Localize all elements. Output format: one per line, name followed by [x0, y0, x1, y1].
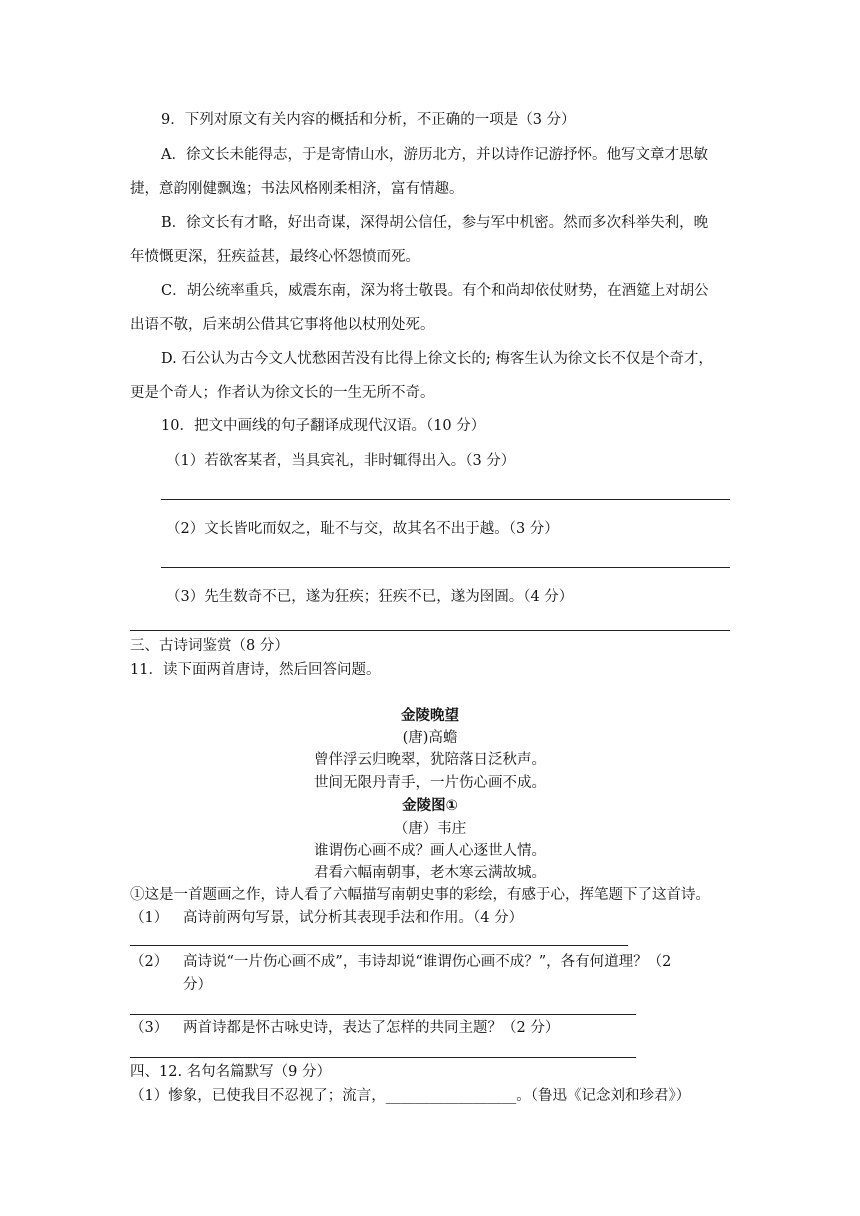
q10-sentence-1: （1）若欲客某者，当具宾礼，非时辄得出入。（3 分）	[166, 453, 516, 469]
poem2-line-2: 君看六幅南朝事，老木寒云满故城。	[314, 865, 546, 881]
q9-option-c-line2: 出语不敬，后来胡公借其它事将他以杖刑处死。	[130, 317, 435, 333]
answer-line-5	[130, 1014, 636, 1015]
poem1-line-2: 世间无限丹青手，一片伤心画不成。	[314, 775, 546, 791]
sub-question-3-number: （3）	[130, 1020, 169, 1036]
recitation-blank-1[interactable]: __________________	[385, 1088, 517, 1104]
q9-option-a-line2: 捷，意韵刚健飘逸；书法风格刚柔相济，富有情趣。	[130, 181, 464, 197]
q9-option-b-line2: 年愤慨更深，狂疾益甚，最终心怀怨愤而死。	[130, 249, 420, 265]
q10-sentence-3: （3）先生数奇不已，遂为狂疾；狂疾不已，遂为囹圄。（4 分）	[166, 589, 574, 605]
poem2-title: 金陵图①	[402, 798, 458, 814]
sub-question-2-number: （2）	[130, 954, 169, 970]
answer-line-4	[130, 945, 628, 946]
q9-option-d-line2: 更是个奇人；作者认为徐文长的一生无所不奇。	[130, 385, 435, 401]
poem1-author: (唐)高蟾	[402, 730, 458, 746]
sub-question-2-text-line1: 高诗说“一片伤心画不成”，韦诗却说“谁谓伤心画不成？”，各有何道理？（2	[183, 954, 672, 970]
q9-option-c-line1: C．胡公统率重兵，威震东南，深为将士敬畏。有个和尚却依仗财势，在酒筵上对胡公	[161, 283, 709, 299]
answer-line-1	[161, 499, 730, 500]
poem1-title: 金陵晚望	[401, 708, 459, 724]
q10-stem: 10．把文中画线的句子翻译成现代汉语。（10 分）	[161, 418, 486, 434]
q9-option-a-line1: A．徐文长未能得志，于是寄情山水，游历北方，并以诗作记游抒怀。他写文章才思敏	[161, 147, 708, 163]
recitation-item-1-source: 。（鲁迅《记念刘和珍君》）	[516, 1088, 691, 1104]
sub-question-1-number: （1）	[130, 910, 169, 926]
sub-question-2-text-line2: 分）	[183, 977, 212, 993]
q9-stem: 9．下列对原文有关内容的概括和分析，不正确的一项是（3 分）	[161, 112, 576, 128]
q11-stem: 11．读下面两首唐诗，然后回答问题。	[130, 662, 381, 678]
q9-option-d-line1: D. 石公认为古今文人忧愁困苦没有比得上徐文长的; 梅客生认为徐文长不仅是个奇才，	[161, 351, 713, 367]
poem2-line-1: 谁谓伤心画不成？画人心逐世人情。	[314, 843, 546, 859]
answer-line-2	[161, 567, 730, 568]
recitation-item-1-prompt: （1）惨象，已使我目不忍视了；流言，	[130, 1088, 386, 1104]
poem1-line-1: 曾伴浮云归晚翠，犹陪落日泛秋声。	[314, 752, 546, 768]
poem2-author: （唐）韦庄	[393, 821, 467, 837]
sub-question-3-text: 两首诗都是怀古咏史诗，表达了怎样的共同主题？（2 分）	[183, 1020, 560, 1036]
poem-footnote: ①这是一首题画之作，诗人看了六幅描写南朝史事的彩绘，有感于心，挥笔题下了这首诗。	[130, 887, 710, 903]
answer-line-6	[130, 1057, 636, 1058]
q10-sentence-2: （2）文长皆叱而奴之，耻不与交，故其名不出于越。（3 分）	[166, 521, 559, 537]
section3-heading: 三、古诗词鉴赏（8 分）	[130, 638, 289, 654]
sub-question-1-text: 高诗前两句写景，试分析其表现手法和作用。（4 分）	[183, 910, 524, 926]
answer-line-3	[130, 630, 730, 631]
q9-option-b-line1: B．徐文长有才略，好出奇谋，深得胡公信任，参与军中机密。然而多次科举失利，晚	[161, 215, 709, 231]
recitation-item-1	[130, 1086, 690, 1106]
section4-heading: 四、12. 名句名篇默写（9 分）	[130, 1064, 332, 1080]
